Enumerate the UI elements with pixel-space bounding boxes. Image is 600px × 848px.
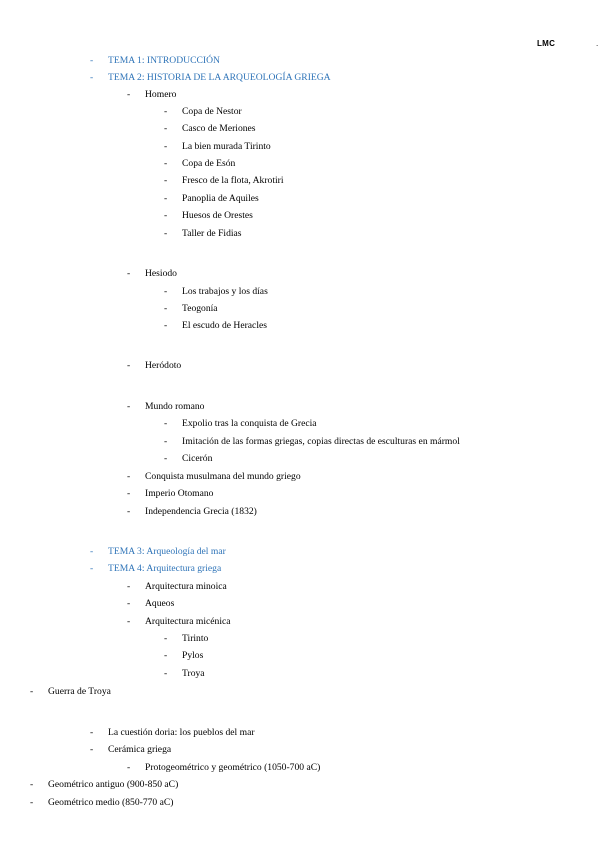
bullet-dash: -	[164, 303, 168, 314]
bullet-dash: -	[164, 418, 168, 429]
list-item-text: Casco de Meriones	[182, 123, 256, 134]
bullet-dash: -	[127, 401, 131, 412]
list-item-text: Cerámica griega	[108, 744, 172, 755]
bullet-dash: -	[164, 193, 168, 204]
header-initials: LMC	[537, 39, 556, 48]
list-item-text: Tirinto	[182, 633, 209, 644]
list-item-text: Imitación de las formas griegas, copias directas de esculturas en mármol	[182, 436, 460, 447]
bullet-dash: -	[164, 320, 168, 331]
list-item-text: Troya	[182, 668, 205, 679]
header-dot: .	[596, 39, 599, 48]
list-item-text: Copa de Esón	[182, 158, 236, 169]
list-item-text: Geométrico medio (850-770 aC)	[48, 797, 174, 808]
bullet-dash: -	[127, 616, 131, 627]
list-item-text: TEMA 1: INTRODUCCIÓN	[108, 55, 220, 66]
bullet-dash: -	[127, 581, 131, 592]
bullet-dash: -	[164, 286, 168, 297]
bullet-dash: -	[164, 453, 168, 464]
bullet-dash: -	[164, 633, 168, 644]
list-item-text: Arquitectura minoica	[145, 581, 227, 592]
list-item-text: Pylos	[182, 650, 204, 661]
list-item-text: Aqueos	[145, 598, 175, 609]
list-item-text: Teogonía	[182, 303, 218, 314]
bullet-dash: -	[164, 123, 168, 134]
list-item-text: TEMA 4: Arquitectura griega	[108, 563, 222, 574]
list-item-text: Conquista musulmana del mundo griego	[145, 471, 301, 482]
bullet-dash: -	[127, 89, 131, 100]
bullet-dash: -	[90, 744, 94, 755]
bullet-dash: -	[127, 268, 131, 279]
list-item-text: Cicerón	[182, 453, 213, 464]
bullet-dash: -	[164, 106, 168, 117]
list-item-text: La bien murada Tirinto	[182, 141, 271, 152]
bullet-dash: -	[30, 779, 34, 790]
list-item-text: La cuestión doria: los pueblos del mar	[108, 727, 255, 738]
list-item-text: Imperio Otomano	[145, 488, 214, 499]
list-item-text: Taller de Fidias	[182, 228, 242, 239]
bullet-dash: -	[127, 598, 131, 609]
list-item-text: Independencia Grecia (1832)	[145, 506, 257, 517]
list-item-text: Fresco de la flota, Akrotiri	[182, 175, 284, 186]
list-item-text: Panoplia de Aquiles	[182, 193, 259, 204]
bullet-dash: -	[164, 158, 168, 169]
bullet-dash: -	[164, 650, 168, 661]
bullet-dash: -	[90, 72, 94, 83]
list-item-text: TEMA 3: Arqueología del mar	[108, 546, 226, 557]
bullet-dash: -	[164, 141, 168, 152]
list-item-text: Arquitectura micénica	[145, 616, 231, 627]
bullet-dash: -	[127, 506, 131, 517]
bullet-dash: -	[164, 668, 168, 679]
list-item-text: Homero	[145, 89, 177, 100]
bullet-dash: -	[90, 55, 94, 66]
list-item-text: El escudo de Heracles	[182, 320, 267, 331]
list-item-text: Los trabajos y los días	[182, 286, 268, 297]
bullet-dash: -	[127, 471, 131, 482]
bullet-dash: -	[90, 563, 94, 574]
list-item-text: Geométrico antiguo (900-850 aC)	[48, 779, 179, 790]
bullet-dash: -	[90, 546, 94, 557]
list-item-text: Guerra de Troya	[48, 686, 111, 697]
bullet-dash: -	[164, 175, 168, 186]
list-item-text: Mundo romano	[145, 401, 205, 412]
list-item-text: Copa de Nestor	[182, 106, 242, 117]
bullet-dash: -	[164, 228, 168, 239]
bullet-dash: -	[164, 210, 168, 221]
list-item-text: Heródoto	[145, 360, 182, 371]
list-item-text: Protogeométrico y geométrico (1050-700 aC)	[145, 762, 321, 773]
list-item-text: Hesiodo	[145, 268, 177, 279]
bullet-dash: -	[30, 797, 34, 808]
list-item-text: Expolio tras la conquista de Grecia	[182, 418, 317, 429]
bullet-dash: -	[127, 762, 131, 773]
bullet-dash: -	[127, 488, 131, 499]
list-item-text: TEMA 2: HISTORIA DE LA ARQUEOLOGÍA GRIEGA	[108, 72, 331, 83]
bullet-dash: -	[127, 360, 131, 371]
bullet-dash: -	[30, 686, 34, 697]
list-item-text: Huesos de Orestes	[182, 210, 253, 221]
bullet-dash: -	[164, 436, 168, 447]
bullet-dash: -	[90, 727, 94, 738]
